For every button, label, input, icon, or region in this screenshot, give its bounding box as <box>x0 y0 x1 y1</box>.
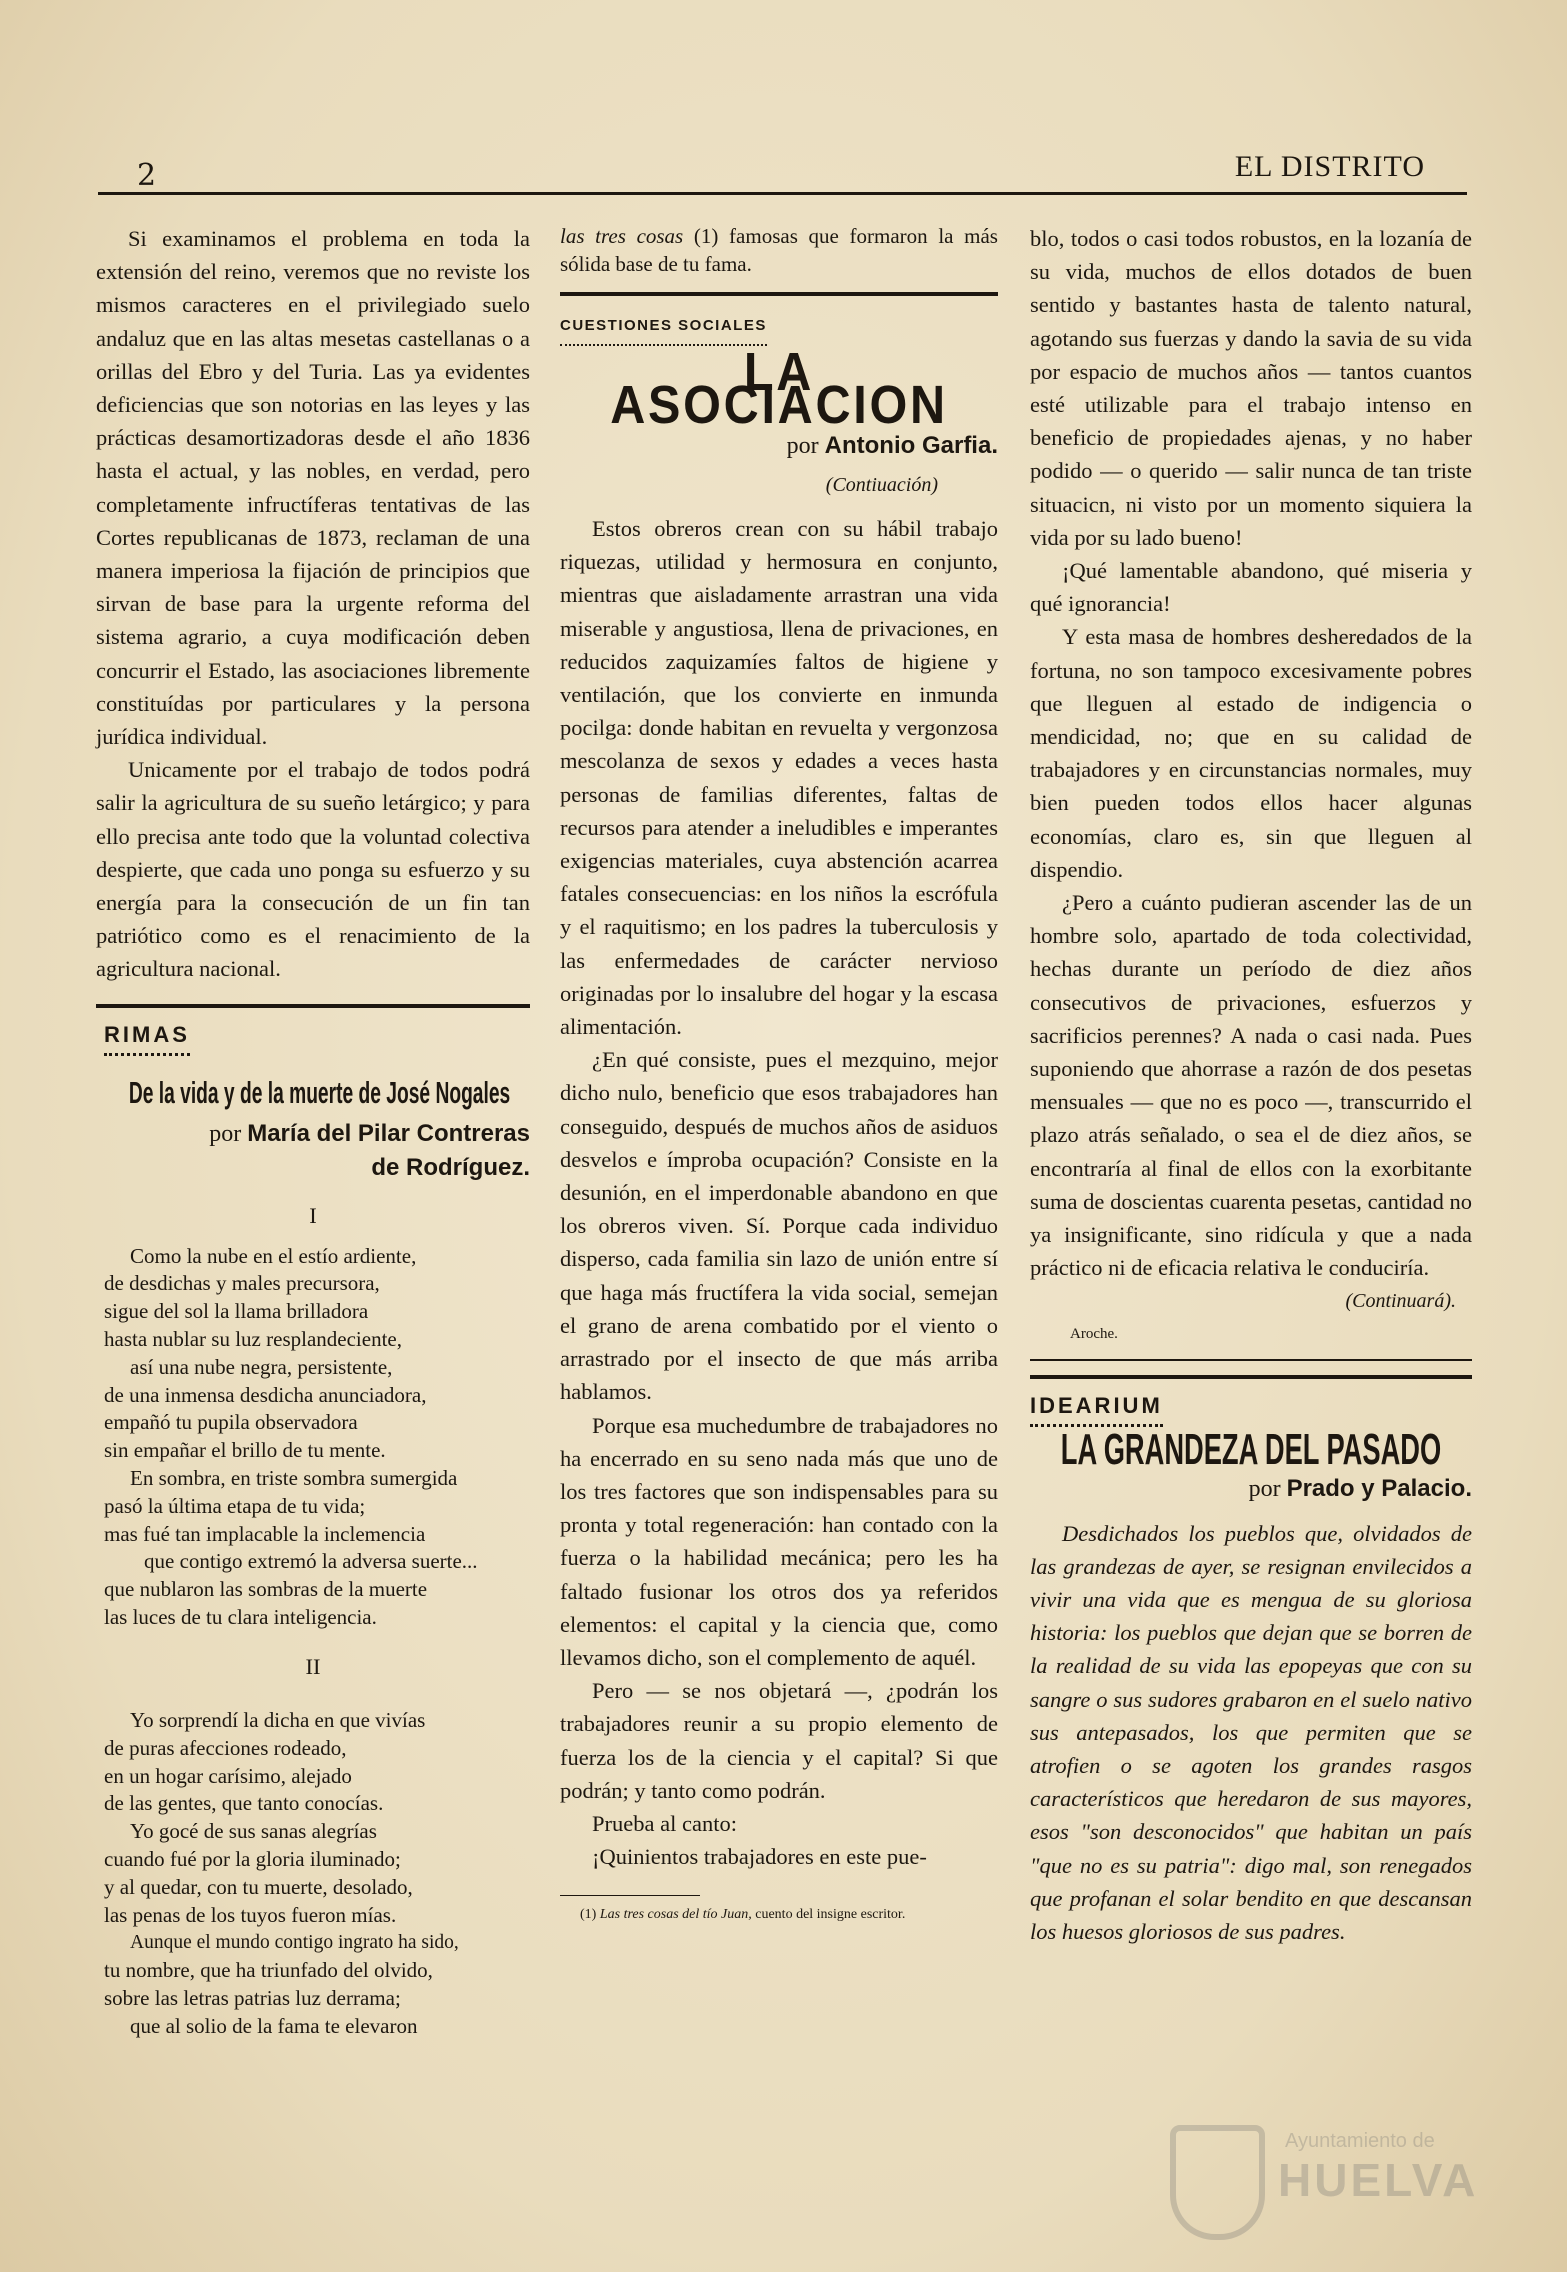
author-name: Antonio Garfia. <box>824 431 998 459</box>
footnote <box>560 1906 998 1924</box>
byline-prefix: por <box>1248 1476 1281 1503</box>
verse: Yo sorprendí la dicha en que vivías <box>130 1708 426 1733</box>
paragraph: ¿En qué consiste, pues el mezquino, mejor dicho nulo, beneficio que esos trabajadores han conseguido, después de muchos años de asiduos desvelos e ímproba ocupación? Consiste en la desunión, en el imperdonable abandono en que los obreros viven. Sí. Porque cada individuo disperso, cada familia sin lazo de unión entre sí que haga más fructífera la vida social, semejan el grano de arena combatido por el viento o arrastrado por el insecto de que más arriba hablamos. <box>560 1047 998 1405</box>
verse: las penas de los tuyos fueron mías. <box>104 1902 397 1927</box>
section-rule <box>96 1004 530 1008</box>
verse: que al solio de la fama te elevaron <box>130 2013 418 2038</box>
verse: Como la nube en el estío ardiente, <box>130 1243 417 1268</box>
idearium-text: Desdichados los pueblos que, olvidados de las grandezas de ayer, se resignan envilecidos a vivir una vida que es mengua de su gloriosa historia: los pueblos que dejan que se borren de la realidad de su vida las epopeyas que con su sangre o sus sudores grabaron en el suelo nativo sus antepasados, los que permiten que se atrofien o se agoten los grandes rasgos característicos que heredaron de sus mayores, esos "son desconocidos" que habitan un país "que no es su patria": digo mal, son renegados que profanan el solar bendito en que descansan los huesos gloriosos de sus padres. <box>1030 1520 1472 1944</box>
paragraph: Si examinamos el problema en toda la extensión del reino, veremos que no reviste los mismos caracteres en el privilegiado suelo andaluz que en las altas mesetas castellanas o a orillas del Ebro y del Turia. Las ya evidentes deficiencias que son notorias en las leyes y las prácticas desamortizadoras desde el año 1836 hasta el actual, y las nobles, en verdad, pero completamente infructíferas tentativas de las Cortes republicanas de 1873, reclaman de una manera imperiosa la fijación de principios que sirvan de base para la urgente reforma del sistema agrario, a cuya modificación deben concurrir el Estado, las asociaciones libremente constituídas por particulares y la persona jurídica individual. <box>96 226 530 750</box>
italic-phrase: las tres cosas <box>560 224 684 248</box>
poem-byline <box>96 1117 530 1185</box>
column-3 <box>1030 222 1472 1948</box>
header-rule <box>98 192 1467 195</box>
column-1 <box>96 222 530 2041</box>
idearium-byline <box>1030 1472 1472 1506</box>
verse: de una inmensa desdicha anunciadora, <box>104 1382 427 1407</box>
paragraph: Porque esa muchedumbre de trabajadores no ha encerrado en su seno nada más que uno de los tres factores que son indispensables para su pronta y total regeneración: han contado con la fuerza o la habilidad mecánica; pero les ha faltado fusionar los otros dos ya referidos elementos: el capital y la ciencia que, como llevamos dicho, son el complemento de aquél. <box>560 1412 998 1670</box>
section-label-idearium: IDEARIUM <box>1030 1389 1163 1427</box>
newspaper-title: EL DISTRITO <box>1234 150 1425 183</box>
article-title: LA ASOCIACION <box>610 342 948 436</box>
verse: mas fué tan implacable la inclemencia <box>104 1521 426 1546</box>
carry-over-text <box>560 222 998 278</box>
verse: de desdichas y males precursora, <box>104 1271 380 1296</box>
byline-prefix: por <box>209 1121 242 1148</box>
byline-prefix: por <box>786 432 819 459</box>
verse: de las gentes, que tanto conocías. <box>104 1791 384 1816</box>
section-rule <box>1030 1359 1472 1361</box>
watermark-line1: Ayuntamiento de <box>1285 2130 1435 2152</box>
municipal-watermark <box>1160 2125 1490 2245</box>
verse: de puras afecciones rodeado, <box>104 1735 347 1760</box>
verse: las luces de tu clara inteligencia. <box>104 1605 377 1630</box>
paragraph: ¡Qué lamentable abandono, qué miseria y qué ignorancia! <box>1030 558 1472 617</box>
verse: que nublaron las sombras de la muerte <box>104 1577 428 1602</box>
poem-stanza-1 <box>104 1243 530 1632</box>
verse: cuando fué por la gloria iluminado; <box>104 1847 401 1872</box>
continuation-note: (Contiuación) <box>825 473 938 496</box>
section-label-rimas: RIMAS <box>104 1018 190 1056</box>
poem-part-number: II <box>305 1653 321 1679</box>
author-name: María del Pilar Contreras <box>247 1120 530 1148</box>
column-2 <box>560 222 998 1924</box>
verse: y al quedar, con tu muerte, desolado, <box>104 1874 413 1899</box>
verse: hasta nublar su luz resplandeciente, <box>104 1327 402 1352</box>
paragraph: ¡Quinientos trabajadores en este pue- <box>592 1844 927 1870</box>
section-rule <box>560 292 998 296</box>
carry-rest: (1) famosas que formaron la más sólida base de tu fama. <box>560 224 998 276</box>
place-signature: Aroche. <box>1070 1325 1118 1342</box>
paragraph: ¿Pero a cuánto pudieran ascender las de un hombre solo, apartado de toda colectividad, hechas durante un período de diez años consecutivos de privaciones, esfuerzos y sacrificios perennes? A nada o casi nada. Pues suponiendo que ahorrase a razón de dos pesetas mensuales — que no es poco —, transcurrido el plazo atrás señalado, o sea el de diez años, se encontraría al final de ellos con la exorbitante suma de doscientas cuarenta pesetas, cantidad no ya insignificante, sino ridícula y que a nada práctico ni de eficacia relativa le conduciría. <box>1030 890 1472 1281</box>
poem-stanza-2 <box>104 1707 530 2041</box>
verse: En sombra, en triste sombra sumergida <box>130 1466 458 1491</box>
continuara-note: (Continuará). <box>1345 1289 1456 1312</box>
paragraph: Prueba al canto: <box>592 1810 737 1836</box>
footnote-rule <box>560 1895 700 1896</box>
page-number: 2 <box>137 158 157 193</box>
section-rule <box>1030 1375 1472 1379</box>
coat-of-arms-icon <box>1170 2125 1265 2240</box>
author-name-2: de Rodríguez. <box>371 1154 530 1182</box>
section-label-cuestiones: CUESTIONES SOCIALES <box>560 309 767 346</box>
verse: en un hogar carísimo, alejado <box>104 1763 352 1788</box>
verse: sobre las letras patrias luz derrama; <box>104 1986 401 2011</box>
poem-title: De la vida y de la muerte de José Nogales <box>128 1074 511 1110</box>
footnote-mark: (1) <box>580 1907 597 1923</box>
verse: sin empañar el brillo de tu mente. <box>104 1438 386 1463</box>
author-name: Prado y Palacio. <box>1286 1475 1472 1503</box>
verse: Aunque el mundo contigo ingrato ha sido, <box>130 1932 459 1954</box>
footnote-rest: cuento del insigne escritor. <box>751 1907 906 1923</box>
footnote-italic: Las tres cosas del tío Juan, <box>599 1907 752 1923</box>
paragraph: Unicamente por el trabajo de todos podrá salir la agricultura de su sueño letárgico; y para ello precisa ante todo que la voluntad colectiva despierte, que cada uno ponga su esfuerzo y su energía para la consecución de un fin tan patriótico como es el renacimiento de la agricultura nacional. <box>96 757 530 982</box>
verse: sigue del sol la llama brilladora <box>104 1299 369 1324</box>
poem-part-number: I <box>309 1203 317 1229</box>
verse: pasó la última etapa de tu vida; <box>104 1493 366 1518</box>
verse: tu nombre, que ha triunfado del olvido, <box>104 1958 433 1983</box>
paragraph: Y esta masa de hombres desheredados de la fortuna, no son tampoco excesivamente pobres que lleguen al estado de indigencia o mendicidad, no; que en su calidad de trabajadores y en circunstancias normales, muy bien pueden todos ellos hacer algunas economías, claro es, sin que lleguen al dispendio. <box>1030 624 1472 882</box>
verse: empañó tu pupila observadora <box>104 1410 358 1435</box>
paragraph: Pero — se nos objetará —, ¿podrán los trabajadores reunir a su propio elemento de fuerza los de la ciencia y el capital? Si que podrán; y tanto como podrán. <box>560 1678 998 1803</box>
paragraph: Estos obreros crean con su hábil trabajo riquezas, utilidad y hermosura en conjunto, mientras que aisladamente arrastran una vida miserable y angustiosa, llena de privaciones, en reducidos zaquizamíes faltos de higiene y ventilación, que los convierte en inmunda pocilga: donde habitan en revuelta y vergonzosa mescolanza de sexos y edades a veces hasta personas de familias diferentes, faltas de recursos para atender a ineludibles e imperantes exigencias materiales, cuya abstención acarrea fatales consecuencias: en los niños la escrófula y el raquitismo; en los padres la tuberculosis y las enfermedades de carácter nervioso originadas por lo insalubre del hogar y la escasa alimentación. <box>560 516 998 1040</box>
watermark-line2: HUELVA <box>1278 2154 1479 2206</box>
paragraph: blo, todos o casi todos robustos, en la lozanía de su vida, muchos de ellos dotados de buen sentido y bastantes hasta de talento natural, agotando sus fuerzas y dando la savia de su vida por espacio de muchos años — tantos cuantos esté utilizable para el trabajo intenso en beneficio de propiedades ajenas, y no haber podido — o querido — salir nunca de tan triste situacicn, ni visto por un momento siquiera la vida por su lado bueno! <box>1030 226 1472 550</box>
verse: Yo gocé de sus sanas alegrías <box>130 1819 377 1844</box>
idearium-title: LA GRANDEZA DEL PASADO <box>1060 1425 1442 1475</box>
verse: que contigo extremó la adversa suerte... <box>144 1549 478 1574</box>
verse: así una nube negra, persistente, <box>130 1354 393 1379</box>
